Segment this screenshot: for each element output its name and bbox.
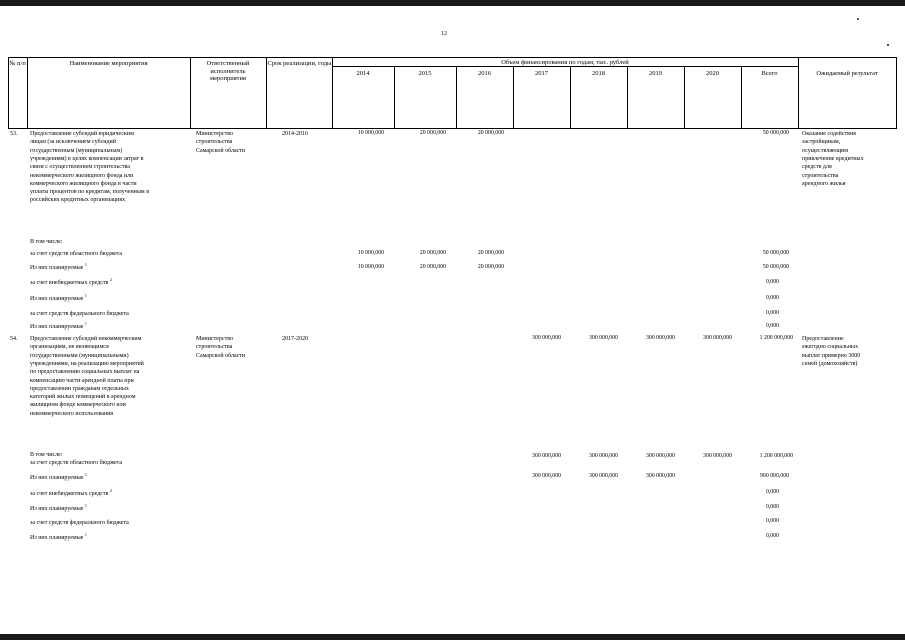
- row-number: 53.: [10, 131, 18, 137]
- total-value: 900 000,000: [760, 473, 789, 479]
- header-name: Наименование мероприятия: [69, 60, 148, 67]
- row-name-line: уплаты процентов по кредитам, полученным в: [30, 189, 150, 196]
- total-value: 0,000: [765, 518, 779, 524]
- breakdown-label: Из них планируемые $^1$: [30, 532, 87, 541]
- year-value: 300 000,000: [532, 453, 561, 459]
- footnote-mark: 2: [109, 277, 112, 282]
- total-value: 0,000: [765, 279, 779, 285]
- total-value: 1 200 000,000: [759, 453, 793, 459]
- result-line: арендного жилья: [802, 180, 846, 187]
- result-line: осуществляющим: [802, 147, 849, 154]
- breakdown-label: за счет внебюджетных средств $^2$: [30, 488, 112, 497]
- row-name-line: коммерческого жилищного фонда в части: [30, 180, 137, 187]
- header-result: Ожидаемый результат: [816, 70, 878, 77]
- col-border: [190, 57, 191, 129]
- total-value: 50 000,000: [762, 264, 789, 270]
- scan-speck: [887, 44, 889, 46]
- col-border: [266, 57, 267, 129]
- breakdown-label: за счет средств областного бюджета: [30, 460, 123, 466]
- result-line: средств для: [802, 164, 832, 171]
- total-value: 50 000,000: [762, 250, 789, 256]
- scan-bottom-edge: [0, 634, 905, 640]
- breakdown-label: Из них планируемые $^1$: [30, 321, 87, 330]
- breakdown-label: Из них планируемые $^1$: [30, 262, 87, 271]
- breakdown-label: за счет средств федерального бюджета: [30, 311, 129, 317]
- total-value: 1 200 000,000: [759, 335, 793, 341]
- result-line: выплат примерно 3000: [802, 352, 861, 359]
- row-name-line: организациям, не являющимся: [30, 344, 109, 351]
- footnote-mark: 1: [84, 472, 87, 477]
- footnote-mark: 1: [84, 532, 87, 537]
- result-line: Оказание содействия: [802, 131, 856, 137]
- row-number: 54.: [10, 336, 18, 342]
- row-name-line: по предоставлению социальных выплат на: [30, 369, 140, 376]
- row-name-line: государственным (муниципальным): [30, 147, 123, 154]
- year-value: 10 000,000: [357, 130, 384, 136]
- total-value: 0,000: [765, 489, 779, 495]
- period: 2017-2020: [282, 336, 308, 342]
- year-value: 10 000,000: [357, 250, 384, 256]
- scan-top-edge: [0, 0, 905, 6]
- header-year: 2019: [649, 70, 662, 77]
- row-name-line: компенсацию части арендной платы при: [30, 377, 134, 384]
- row-name-line: жилищном фонде коммерческого или: [30, 402, 126, 409]
- year-value: 300 000,000: [589, 473, 618, 479]
- footnote-mark: 1: [84, 321, 87, 326]
- year-value: 20 000,000: [477, 250, 504, 256]
- col-border: [27, 57, 28, 129]
- row-name-line: учреждениями, на реализацию мероприятий: [30, 360, 144, 367]
- year-value: 300 000,000: [646, 473, 675, 479]
- col-border: [798, 57, 799, 129]
- year-value: 20 000,000: [419, 130, 446, 136]
- executor-line: строительства: [196, 344, 233, 351]
- row-name-line: предоставлении гражданам отдельных: [30, 385, 129, 392]
- result-line: привлечение кредитных: [802, 155, 864, 162]
- breakdown-label: Из них планируемые $^1$: [30, 293, 87, 302]
- year-value: 20 000,000: [477, 264, 504, 270]
- footnote-mark: 1: [84, 262, 87, 267]
- header-period: Срок реализации, годы: [267, 60, 332, 67]
- total-value: 50 000,000: [762, 130, 789, 136]
- year-value: 300 000,000: [532, 473, 561, 479]
- table-top-border: [8, 57, 896, 58]
- footnote-mark: 1: [84, 503, 87, 508]
- year-value: 20 000,000: [419, 250, 446, 256]
- year-value: 20 000,000: [419, 264, 446, 270]
- breakdown-label: за счет средств областного бюджета: [30, 251, 123, 257]
- col-border: [896, 57, 897, 129]
- breakdown-label: за счет внебюджетных средств $^2$: [30, 277, 112, 286]
- total-value: 0,000: [765, 295, 779, 301]
- row-name-line: Предоставление субсидий юридическим: [30, 131, 134, 137]
- total-value: 0,000: [765, 310, 779, 316]
- breakdown-label: В том числе:: [30, 239, 63, 245]
- result-line: семей (домохозяйств): [802, 360, 858, 367]
- year-value: 300 000,000: [703, 453, 732, 459]
- year-value: 20 000,000: [477, 130, 504, 136]
- executor-line: Самарской области: [196, 147, 246, 154]
- result-line: строительства: [802, 172, 839, 179]
- scan-speck: [857, 18, 859, 20]
- row-name-line: некоммерческого жилищного фонда или: [30, 172, 134, 179]
- result-line: Предоставление: [802, 336, 844, 342]
- year-value: 300 000,000: [646, 453, 675, 459]
- header-year: 2015: [418, 70, 432, 77]
- total-value: 0,000: [765, 323, 779, 329]
- row-name-line: категорий жилых помещений в арендном: [30, 394, 136, 401]
- header-year: 2016: [478, 70, 491, 77]
- footnote-mark: 1: [84, 293, 87, 298]
- breakdown-label: за счет средств федерального бюджета: [30, 520, 129, 526]
- breakdown-label: Из них планируемые $^1$: [30, 472, 87, 481]
- breakdown-label: Из них планируемые $^1$: [30, 503, 87, 512]
- year-value: 300 000,000: [703, 335, 732, 341]
- row-name-line: государственными (муниципальными): [30, 352, 129, 359]
- period: 2014-2016: [282, 131, 308, 137]
- header-financing: Объем финансирования по годам, тыс. рублей: [501, 59, 629, 66]
- row-name-line: российских кредитных организациях: [30, 197, 126, 204]
- total-value: 0,000: [765, 533, 779, 539]
- header-year: 2018: [592, 70, 605, 77]
- year-value: 300 000,000: [589, 335, 618, 341]
- executor-line: строительства: [196, 139, 233, 146]
- header-year: 2014: [356, 70, 370, 77]
- header-executor: Ответственный исполнитель мероприятия: [206, 60, 250, 82]
- row-name-line: учреждениям) в целях компенсации затрат в: [30, 155, 144, 162]
- row-name-line: Предоставление субсидий некоммерческим: [30, 336, 142, 342]
- header-year: 2017: [535, 70, 548, 77]
- footnote-mark: 2: [109, 488, 112, 493]
- result-line: застройщикам,: [802, 139, 841, 146]
- result-line: ежегодно социальных: [802, 344, 859, 351]
- header-total: Всего: [761, 70, 778, 77]
- year-value: 300 000,000: [589, 453, 618, 459]
- row-name-line: некоммерческого использования: [30, 410, 114, 417]
- year-value: 300 000,000: [532, 335, 561, 341]
- header-number: № п/п: [9, 60, 26, 67]
- executor-line: Самарской области: [196, 352, 246, 359]
- col-border: [332, 57, 333, 129]
- executor-line: Министерство: [196, 131, 233, 137]
- year-value: 10 000,000: [357, 264, 384, 270]
- header-year: 2020: [706, 70, 719, 77]
- breakdown-label: В том числе:: [30, 452, 63, 458]
- row-name-line: связи с осуществлением строительства: [30, 164, 130, 171]
- row-name-line: лицам (за исключением субсидий: [30, 139, 116, 146]
- total-value: 0,000: [765, 504, 779, 510]
- year-value: 300 000,000: [646, 335, 675, 341]
- page-number: 12: [441, 31, 447, 37]
- col-border: [8, 57, 9, 129]
- executor-line: Министерство: [196, 336, 233, 342]
